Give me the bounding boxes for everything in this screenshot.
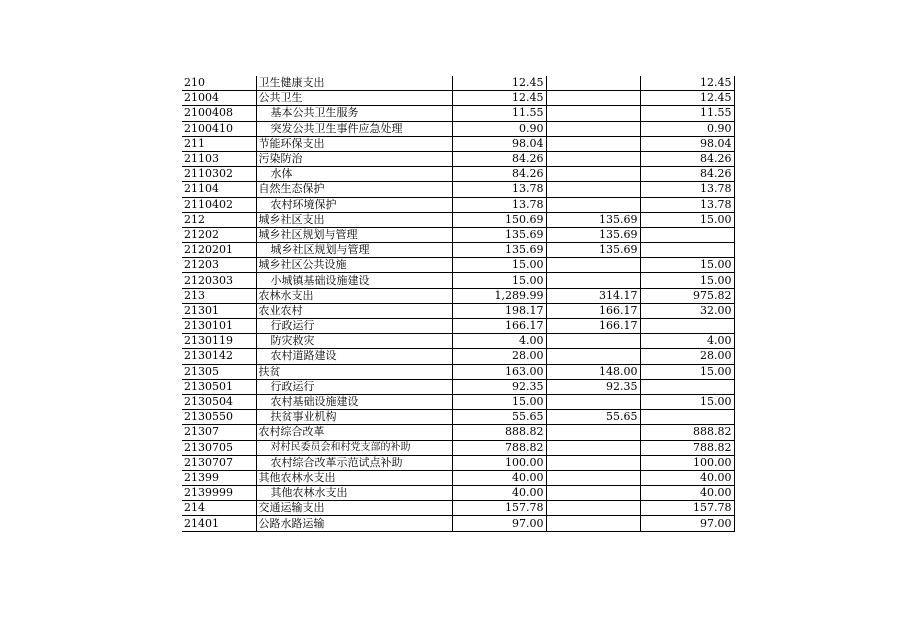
table-row — [182, 379, 734, 394]
subject-name-cell — [256, 501, 452, 516]
basic-expenditure-cell: 166.17 — [546, 319, 640, 334]
total-amount-cell: 0.90 — [452, 121, 546, 136]
total-amount-cell: 12.45 — [452, 91, 546, 106]
subject-name-text: 行政运行 — [270, 379, 315, 393]
table-row — [182, 258, 734, 273]
project-expenditure-cell: 15.00 — [640, 394, 734, 409]
subject-name-text: 扶贫事业机构 — [270, 410, 337, 424]
subject-code-cell: 2100408 — [182, 106, 256, 121]
subject-name-cell — [256, 91, 452, 106]
basic-expenditure-cell — [546, 394, 640, 409]
subject-name-text: 农村基础设施建设 — [270, 395, 359, 409]
total-amount-cell: 40.00 — [452, 486, 546, 501]
table-row — [182, 151, 734, 166]
subject-name-cell — [256, 440, 452, 455]
subject-code-cell: 2130101 — [182, 319, 256, 334]
basic-expenditure-cell — [546, 197, 640, 212]
table-row — [182, 394, 734, 409]
project-expenditure-cell: 84.26 — [640, 151, 734, 166]
basic-expenditure-cell — [546, 455, 640, 470]
subject-name-text: 公路水路运输 — [258, 516, 325, 530]
table-row — [182, 121, 734, 136]
subject-name-text: 污染防治 — [258, 152, 303, 166]
basic-expenditure-cell — [546, 121, 640, 136]
basic-expenditure-cell — [546, 501, 640, 516]
subject-name-text: 卫生健康支出 — [258, 76, 325, 90]
project-expenditure-cell: 98.04 — [640, 136, 734, 151]
subject-name-text: 小城镇基础设施建设 — [270, 273, 370, 287]
subject-name-text: 城乡社区支出 — [258, 212, 325, 226]
basic-expenditure-cell — [546, 182, 640, 197]
total-amount-cell: 11.55 — [452, 106, 546, 121]
subject-name-cell — [256, 197, 452, 212]
table-row — [182, 167, 734, 182]
project-expenditure-cell: 15.00 — [640, 258, 734, 273]
subject-code-cell: 212 — [182, 212, 256, 227]
subject-code-cell: 2130707 — [182, 455, 256, 470]
project-expenditure-cell: 788.82 — [640, 440, 734, 455]
subject-name-text: 公共卫生 — [258, 91, 303, 105]
total-amount-cell: 166.17 — [452, 319, 546, 334]
total-amount-cell: 84.26 — [452, 167, 546, 182]
basic-expenditure-cell — [546, 470, 640, 485]
project-expenditure-cell — [640, 227, 734, 242]
table-row — [182, 303, 734, 318]
total-amount-cell: 135.69 — [452, 227, 546, 242]
subject-code-cell: 21301 — [182, 303, 256, 318]
budget-table-sheet — [182, 76, 735, 532]
subject-name-text: 农村综合改革 — [258, 425, 325, 439]
basic-expenditure-cell — [546, 440, 640, 455]
subject-name-text: 交通运输支出 — [258, 501, 325, 515]
subject-code-cell: 21307 — [182, 425, 256, 440]
table-row — [182, 273, 734, 288]
basic-expenditure-cell — [546, 91, 640, 106]
project-expenditure-cell: 888.82 — [640, 425, 734, 440]
project-expenditure-cell: 28.00 — [640, 349, 734, 364]
basic-expenditure-cell — [546, 136, 640, 151]
project-expenditure-cell — [640, 243, 734, 258]
table-row — [182, 455, 734, 470]
subject-name-text: 节能环保支出 — [258, 136, 325, 150]
subject-name-cell — [256, 258, 452, 273]
subject-name-cell — [256, 288, 452, 303]
subject-code-cell: 2130705 — [182, 440, 256, 455]
table-row — [182, 182, 734, 197]
total-amount-cell: 163.00 — [452, 364, 546, 379]
subject-name-text: 城乡社区规划与管理 — [258, 227, 358, 241]
subject-name-text: 突发公共卫生事件应急处理 — [270, 121, 403, 135]
total-amount-cell: 15.00 — [452, 394, 546, 409]
table-row — [182, 425, 734, 440]
table-row — [182, 319, 734, 334]
subject-name-cell — [256, 121, 452, 136]
subject-code-cell: 2130501 — [182, 379, 256, 394]
subject-name-text: 农村综合改革示范试点补助 — [270, 455, 403, 469]
subject-name-text: 扶贫 — [258, 364, 281, 378]
basic-expenditure-cell — [546, 258, 640, 273]
table-row — [182, 106, 734, 121]
table-row — [182, 470, 734, 485]
basic-expenditure-cell: 92.35 — [546, 379, 640, 394]
subject-name-cell — [256, 182, 452, 197]
project-expenditure-cell: 11.55 — [640, 106, 734, 121]
subject-code-cell: 210 — [182, 76, 256, 91]
project-expenditure-cell: 12.45 — [640, 91, 734, 106]
table-row — [182, 349, 734, 364]
basic-expenditure-cell: 314.17 — [546, 288, 640, 303]
subject-name-cell — [256, 106, 452, 121]
subject-name-text: 防灾救灾 — [270, 334, 315, 348]
subject-name-text: 对村民委员会和村党支部的补助 — [270, 441, 411, 453]
table-row — [182, 243, 734, 258]
subject-name-text: 水体 — [270, 167, 293, 181]
basic-expenditure-cell: 135.69 — [546, 227, 640, 242]
subject-name-cell — [256, 486, 452, 501]
project-expenditure-cell: 84.26 — [640, 167, 734, 182]
subject-code-cell: 21104 — [182, 182, 256, 197]
basic-expenditure-cell — [546, 486, 640, 501]
subject-name-cell — [256, 364, 452, 379]
subject-name-cell — [256, 379, 452, 394]
subject-code-cell: 213 — [182, 288, 256, 303]
subject-code-cell: 2100410 — [182, 121, 256, 136]
subject-code-cell: 214 — [182, 501, 256, 516]
subject-name-cell — [256, 273, 452, 288]
subject-code-cell: 2120201 — [182, 243, 256, 258]
total-amount-cell: 12.45 — [452, 76, 546, 91]
subject-name-cell — [256, 394, 452, 409]
total-amount-cell: 198.17 — [452, 303, 546, 318]
subject-name-cell — [256, 334, 452, 349]
subject-code-cell: 21401 — [182, 516, 256, 531]
table-row — [182, 197, 734, 212]
project-expenditure-cell — [640, 410, 734, 425]
basic-expenditure-cell: 135.69 — [546, 243, 640, 258]
subject-name-text: 农林水支出 — [258, 288, 314, 302]
subject-name-text: 城乡社区规划与管理 — [270, 243, 370, 257]
subject-code-cell: 2130550 — [182, 410, 256, 425]
subject-name-cell — [256, 303, 452, 318]
subject-code-cell: 21399 — [182, 470, 256, 485]
table-row — [182, 288, 734, 303]
subject-name-text: 其他农林水支出 — [258, 470, 336, 484]
table-row — [182, 410, 734, 425]
total-amount-cell: 84.26 — [452, 151, 546, 166]
project-expenditure-cell: 975.82 — [640, 288, 734, 303]
subject-code-cell: 21203 — [182, 258, 256, 273]
project-expenditure-cell: 40.00 — [640, 486, 734, 501]
total-amount-cell: 1,289.99 — [452, 288, 546, 303]
basic-expenditure-cell — [546, 349, 640, 364]
table-row — [182, 91, 734, 106]
subject-name-cell — [256, 516, 452, 531]
total-amount-cell: 157.78 — [452, 501, 546, 516]
total-amount-cell: 92.35 — [452, 379, 546, 394]
subject-name-cell — [256, 76, 452, 91]
total-amount-cell: 4.00 — [452, 334, 546, 349]
table-row — [182, 486, 734, 501]
project-expenditure-cell: 4.00 — [640, 334, 734, 349]
project-expenditure-cell: 13.78 — [640, 182, 734, 197]
table-row — [182, 136, 734, 151]
project-expenditure-cell: 32.00 — [640, 303, 734, 318]
total-amount-cell: 888.82 — [452, 425, 546, 440]
subject-name-text: 行政运行 — [270, 319, 315, 333]
table-row — [182, 364, 734, 379]
project-expenditure-cell — [640, 379, 734, 394]
subject-code-cell: 211 — [182, 136, 256, 151]
subject-name-cell — [256, 136, 452, 151]
subject-name-cell — [256, 455, 452, 470]
subject-name-cell — [256, 167, 452, 182]
total-amount-cell: 15.00 — [452, 273, 546, 288]
table-row — [182, 212, 734, 227]
project-expenditure-cell: 97.00 — [640, 516, 734, 531]
project-expenditure-cell: 40.00 — [640, 470, 734, 485]
subject-name-text: 自然生态保护 — [258, 182, 325, 196]
subject-name-cell — [256, 227, 452, 242]
total-amount-cell: 788.82 — [452, 440, 546, 455]
basic-expenditure-cell — [546, 516, 640, 531]
total-amount-cell: 135.69 — [452, 243, 546, 258]
subject-name-text: 基本公共卫生服务 — [270, 106, 359, 120]
subject-name-cell — [256, 212, 452, 227]
subject-name-text: 农村道路建设 — [270, 349, 337, 363]
basic-expenditure-cell: 166.17 — [546, 303, 640, 318]
total-amount-cell: 100.00 — [452, 455, 546, 470]
total-amount-cell: 15.00 — [452, 258, 546, 273]
table-row — [182, 334, 734, 349]
table-row — [182, 76, 734, 91]
project-expenditure-cell: 15.00 — [640, 273, 734, 288]
subject-name-cell — [256, 470, 452, 485]
project-expenditure-cell: 13.78 — [640, 197, 734, 212]
total-amount-cell: 40.00 — [452, 470, 546, 485]
total-amount-cell: 13.78 — [452, 197, 546, 212]
project-expenditure-cell: 100.00 — [640, 455, 734, 470]
project-expenditure-cell: 0.90 — [640, 121, 734, 136]
budget-expenditure-table — [182, 76, 735, 532]
subject-name-text: 农村环境保护 — [270, 197, 337, 211]
subject-code-cell: 2130119 — [182, 334, 256, 349]
subject-code-cell: 2139999 — [182, 486, 256, 501]
basic-expenditure-cell — [546, 76, 640, 91]
subject-code-cell: 2110302 — [182, 167, 256, 182]
subject-code-cell: 21305 — [182, 364, 256, 379]
subject-code-cell: 2130142 — [182, 349, 256, 364]
subject-code-cell: 21103 — [182, 151, 256, 166]
basic-expenditure-cell: 55.65 — [546, 410, 640, 425]
table-row — [182, 227, 734, 242]
subject-name-cell — [256, 243, 452, 258]
total-amount-cell: 98.04 — [452, 136, 546, 151]
total-amount-cell: 150.69 — [452, 212, 546, 227]
total-amount-cell: 28.00 — [452, 349, 546, 364]
subject-name-cell — [256, 349, 452, 364]
subject-name-text: 城乡社区公共设施 — [258, 258, 347, 272]
project-expenditure-cell: 15.00 — [640, 364, 734, 379]
basic-expenditure-cell — [546, 167, 640, 182]
subject-code-cell: 21202 — [182, 227, 256, 242]
table-row — [182, 516, 734, 531]
total-amount-cell: 55.65 — [452, 410, 546, 425]
basic-expenditure-cell — [546, 106, 640, 121]
table-row — [182, 440, 734, 455]
subject-name-cell — [256, 410, 452, 425]
subject-name-text: 其他农林水支出 — [270, 486, 348, 500]
project-expenditure-cell: 157.78 — [640, 501, 734, 516]
total-amount-cell: 13.78 — [452, 182, 546, 197]
basic-expenditure-cell — [546, 151, 640, 166]
subject-name-cell — [256, 425, 452, 440]
project-expenditure-cell: 12.45 — [640, 76, 734, 91]
subject-code-cell: 21004 — [182, 91, 256, 106]
basic-expenditure-cell: 135.69 — [546, 212, 640, 227]
subject-name-text: 农业农村 — [258, 303, 303, 317]
table-body — [182, 76, 734, 531]
subject-name-cell — [256, 319, 452, 334]
basic-expenditure-cell — [546, 273, 640, 288]
project-expenditure-cell: 15.00 — [640, 212, 734, 227]
table-row — [182, 501, 734, 516]
subject-code-cell: 2130504 — [182, 394, 256, 409]
basic-expenditure-cell: 148.00 — [546, 364, 640, 379]
basic-expenditure-cell — [546, 425, 640, 440]
total-amount-cell: 97.00 — [452, 516, 546, 531]
project-expenditure-cell — [640, 319, 734, 334]
subject-name-cell — [256, 151, 452, 166]
basic-expenditure-cell — [546, 334, 640, 349]
subject-code-cell: 2120303 — [182, 273, 256, 288]
subject-code-cell: 2110402 — [182, 197, 256, 212]
